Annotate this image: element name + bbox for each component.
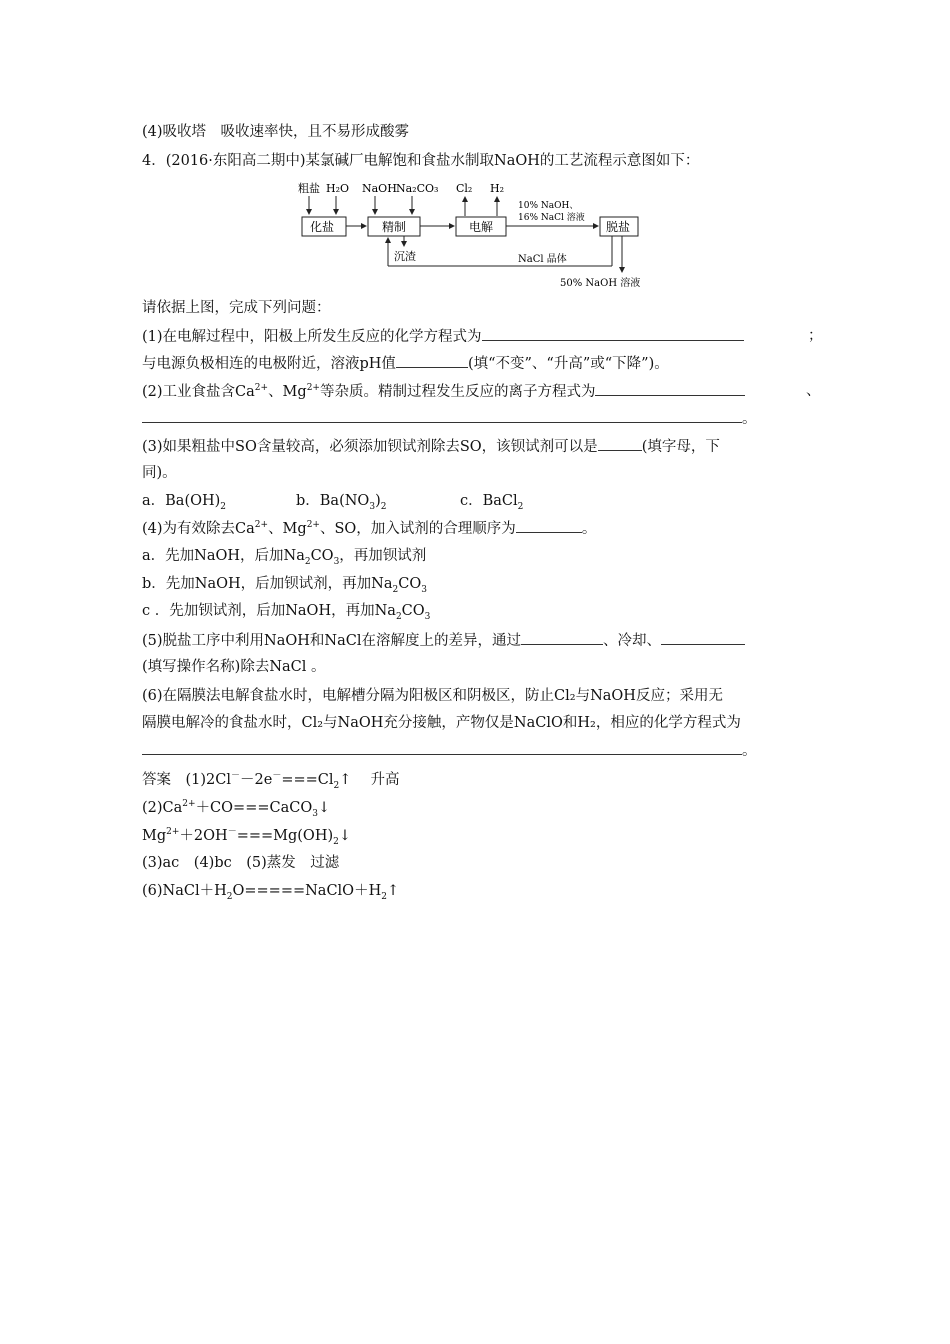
nacl-crystal-label: NaCl 晶体 — [518, 254, 567, 265]
stream-label-1: 10% NaOH、 — [518, 201, 579, 211]
box-dissolve: 化盐 — [310, 220, 335, 234]
answer-line-2: $(2)Ca^{2+}+CO===CaCO_3↓$ — [142, 799, 331, 819]
q4-option-c: c ．先加钡试剂，后加NaOH，再加$Na_2CO_3$ — [142, 603, 431, 622]
q2-comma: 、 — [806, 383, 821, 399]
instruction-line: 请依据上图，完成下列问题： — [142, 300, 331, 316]
q6-line3: 。 — [142, 740, 757, 761]
q1-line2: 与电源负极相连的电极附近，溶液pH值 (填“不变”、“升高”或“下降”)。 — [142, 353, 669, 374]
crude-salt-label: 粗盐 — [298, 182, 320, 195]
question-4-title: 4．(2016·东阳高二期中)某氯碱厂电解饱和食盐水制取NaOH的工艺流程示意图如下： — [142, 153, 700, 169]
q5-line1: (5)脱盐工序中利用NaOH和NaCl在溶解度上的差异，通过 、冷却、 — [142, 630, 745, 651]
cl2-label: Cl₂ — [456, 182, 473, 195]
product-label: 50% NaOH 溶液 — [560, 278, 641, 289]
box-desalt: 脱盐 — [606, 220, 631, 234]
q3-option-a: a．$Ba(OH)_2$ — [142, 493, 227, 512]
water-label: H₂O — [326, 182, 350, 195]
answer-blank-5[interactable] — [598, 436, 642, 451]
q1-semicolon: ； — [808, 328, 823, 344]
process-flow-diagram — [290, 178, 670, 290]
answer-blank-2[interactable] — [396, 353, 468, 368]
answer-blank-6[interactable] — [516, 518, 582, 533]
line-4-absorb: (4)吸收塔 吸收速率快，且不易形成酸雾 — [142, 124, 410, 140]
q6-line1: (6)在隔膜法电解食盐水时，电解槽分隔为阳极区和阴极区，防止Cl₂与NaOH反应；采用无 — [142, 688, 723, 704]
answer-blank-8[interactable] — [661, 630, 745, 645]
box-electrolysis: 电解 — [469, 220, 494, 234]
q4-line1: (4)为有效除去$Ca^{2+}$、$Mg^{2+}$、SO，加入试剂的合理顺序为 。 — [142, 518, 596, 539]
answer-blank-4[interactable] — [142, 408, 742, 423]
q4-option-a: a．先加NaOH，后加$Na_2CO_3$，再加钡试剂 — [142, 548, 427, 567]
answer-blank-1[interactable] — [482, 326, 744, 341]
q2-line2: 。 — [142, 408, 757, 429]
q5-line2: (填写操作名称)除去NaCl 。 — [142, 659, 326, 675]
box-refine: 精制 — [382, 220, 407, 234]
answer-blank-3[interactable] — [595, 381, 745, 396]
answer-blank-9[interactable] — [142, 740, 742, 755]
q1-line1: (1)在电解过程中，阳极上所发生反应的化学方程式为 — [142, 326, 744, 347]
answer-line-1: 答案 $(1)2Cl^--2e^-===Cl_2↑$ 升高 — [142, 771, 400, 791]
sediment-label: 沉渣 — [394, 250, 416, 263]
answer-line-5: $(6)NaCl+H_2O=====NaClO+H_2↑$ — [142, 883, 400, 902]
answer-blank-7[interactable] — [521, 630, 603, 645]
answer-line-3: $Mg^{2+}+2OH^-===Mg(OH)_2↓$ — [142, 827, 352, 847]
q3-line1: (3)如果粗盐中SO含量较高，必须添加钡试剂除去SO，该钡试剂可以是 (填字母，下 — [142, 436, 720, 457]
h2-label: H₂ — [490, 182, 505, 195]
q6-line2: 隔膜电解冷的食盐水时，Cl₂与NaOH充分接触，产物仅是NaClO和H₂，相应的化学方程式为 — [142, 715, 741, 731]
q3-line2: 同)。 — [142, 465, 177, 481]
q2-line1: (2)工业食盐含$Ca^{2+}$、$Mg^{2+}$等杂质。精制过程发生反应的离子方程式为 — [142, 381, 745, 402]
q3-option-c: c．BaCl$_2$ — [460, 493, 524, 512]
naoh-label: NaOH — [362, 182, 397, 195]
stream-label-2: 16% NaCl 溶液 — [518, 213, 585, 223]
q3-option-b: b．$Ba(NO_3)_2$ — [296, 493, 387, 512]
na2co3-label: Na₂CO₃ — [396, 182, 439, 195]
answer-line-4: (3)ac (4)bc (5)蒸发 过滤 — [142, 855, 340, 871]
q4-option-b: b．先加NaOH，后加钡试剂，再加$Na_2CO_3$ — [142, 576, 427, 595]
